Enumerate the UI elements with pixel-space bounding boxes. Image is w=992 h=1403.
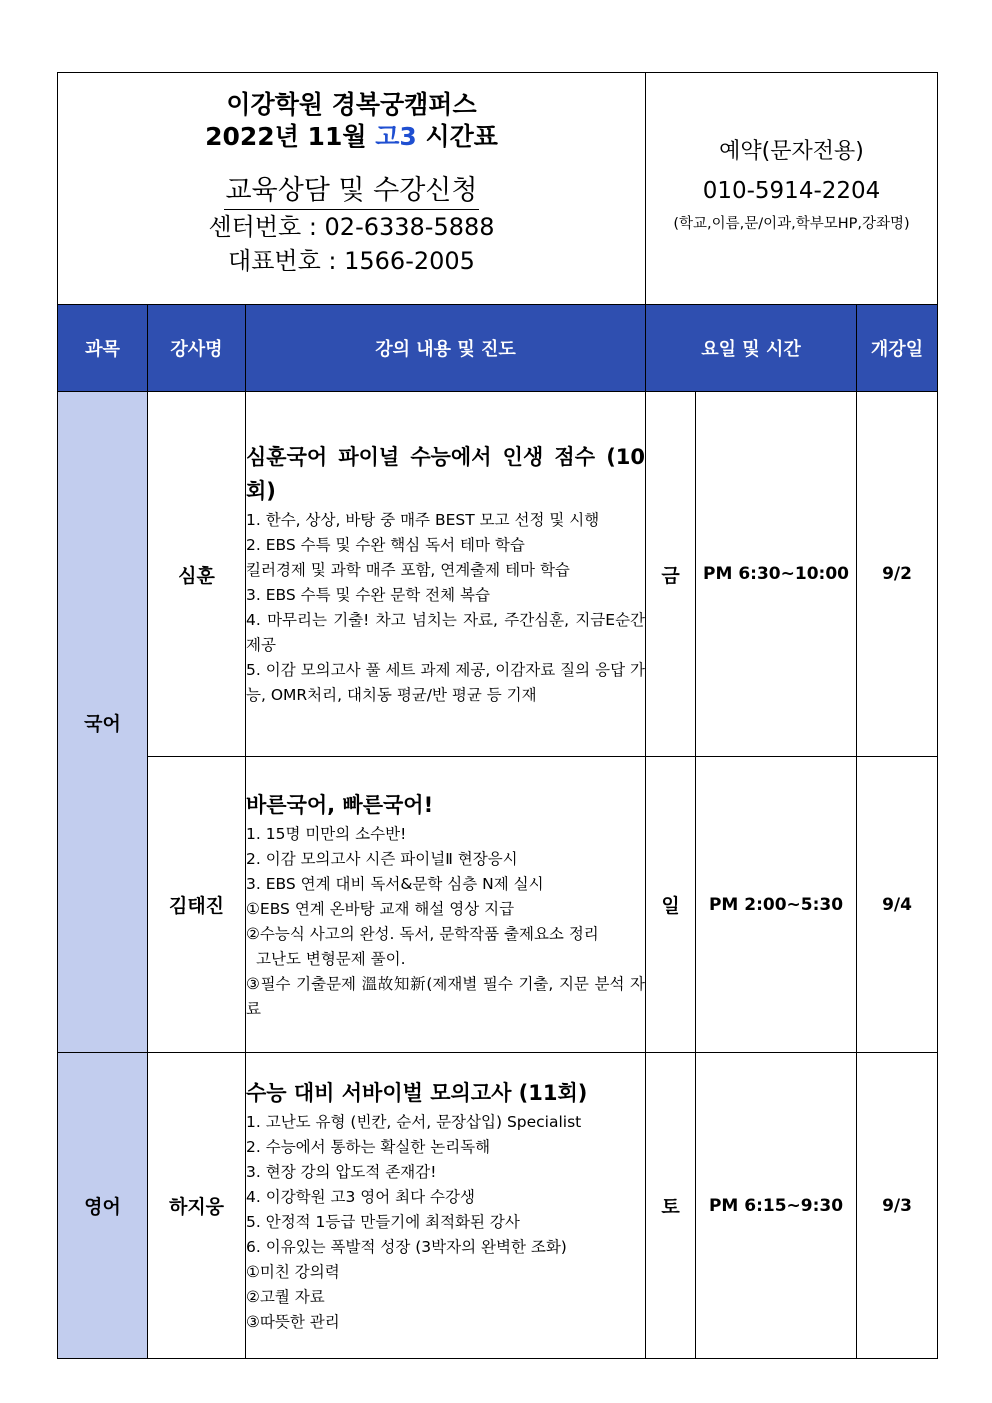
- page-title: [58, 121, 645, 153]
- col-start: 개강일: [857, 305, 938, 392]
- start-date-cell: 9/3: [857, 1053, 938, 1359]
- reserve-note: (학교,이름,문/이과,학부모HP,강좌명): [673, 215, 910, 232]
- content-line: 3. EBS 수특 및 수완 문학 전체 복습: [246, 586, 490, 604]
- course-title: 바른국어, 빠른국어!: [246, 792, 434, 817]
- teacher-cell: 김태진: [148, 757, 246, 1053]
- content-line: 고난도 변형문제 풀이.: [256, 949, 406, 968]
- title-block: [58, 73, 646, 305]
- content-line: 2. 이감 모의고사 시즌 파이널Ⅱ 현장응시: [246, 849, 518, 868]
- academy-name: 이강학원 경복궁캠퍼스: [226, 90, 477, 119]
- content-line: 5. 안정적 1등급 만들기에 최적화된 강사: [246, 1213, 520, 1231]
- content-line: 3. 현장 강의 압도적 존재감!: [246, 1163, 437, 1181]
- subject-cell: 국어: [58, 392, 148, 1053]
- start-date-cell: 9/2: [857, 392, 938, 757]
- time-cell: PM 6:30~10:00: [696, 392, 857, 757]
- content-line: 킬러경제 및 과학 매주 포함, 연계출제 테마 학습: [246, 561, 570, 579]
- content-line: 1. 15명 미만의 소수반!: [246, 824, 407, 843]
- table-row: [58, 392, 938, 757]
- time-cell: PM 6:15~9:30: [696, 1053, 857, 1359]
- teacher-cell: 심훈: [148, 392, 246, 757]
- period-label: 2022년 11월: [205, 122, 376, 151]
- table-row: [58, 757, 938, 1053]
- content-line: 3. EBS 연계 대비 독서&문학 심층 N제 실시: [246, 874, 544, 893]
- grade-label: 고3: [375, 122, 417, 151]
- main-phone: 대표번호 : 1566-2005: [228, 247, 475, 275]
- day-cell: 토: [646, 1053, 696, 1359]
- timetable: [57, 72, 938, 1359]
- content-line: ③필수 기출문제 溫故知新(제재별 필수 기출, 지문 분석 자료: [246, 974, 646, 1018]
- content-line: ①미친 강의력: [246, 1263, 340, 1281]
- col-teacher: 강사명: [148, 305, 246, 392]
- course-title: 심훈국어 파이널 수능에서 인생 점수 (10회): [246, 445, 646, 503]
- content-cell: [246, 1053, 646, 1359]
- reservation-block: [646, 73, 938, 305]
- content-line: 4. 이강학원 고3 영어 최다 수강생: [246, 1188, 475, 1206]
- content-cell: [246, 392, 646, 757]
- teacher-cell: 하지웅: [148, 1053, 246, 1359]
- time-cell: PM 2:00~5:30: [696, 757, 857, 1053]
- start-date-cell: 9/4: [857, 757, 938, 1053]
- content-line: 4. 마무리는 기출! 차고 넘치는 자료, 주간심훈, 지금E순간 제공: [246, 611, 646, 654]
- column-header-row: [58, 305, 938, 392]
- content-cell: [246, 757, 646, 1053]
- content-line: 2. 수능에서 통하는 확실한 논리독해: [246, 1138, 491, 1156]
- center-phone: 센터번호 : 02-6338-5888: [208, 213, 495, 241]
- table-row: [58, 1053, 938, 1359]
- col-subject: 과목: [58, 305, 148, 392]
- content-line: 1. 한수, 상상, 바탕 중 매주 BEST 모고 선정 및 시행: [246, 511, 600, 529]
- content-line: 1. 고난도 유형 (빈칸, 순서, 문장삽입) Specialist: [246, 1113, 582, 1131]
- col-content: 강의 내용 및 진도: [246, 305, 646, 392]
- col-schedule: 요일 및 시간: [646, 305, 857, 392]
- day-cell: 금: [646, 392, 696, 757]
- content-line: ③따뜻한 관리: [246, 1313, 340, 1331]
- course-title: 수능 대비 서바이벌 모의고사 (11회): [246, 1081, 588, 1105]
- reserve-phone: 010-5914-2204: [702, 177, 881, 204]
- consult-title: 교육상담 및 수강신청: [224, 173, 480, 210]
- subject-cell: 영어: [58, 1053, 148, 1359]
- content-line: ①EBS 연계 온바탕 교재 해설 영상 지급: [246, 899, 515, 918]
- content-line: 2. EBS 수특 및 수완 핵심 독서 테마 학습: [246, 536, 525, 554]
- title-suffix: 시간표: [416, 122, 498, 151]
- content-line: ②고퀄 자료: [246, 1288, 325, 1306]
- day-cell: 일: [646, 757, 696, 1053]
- content-line: 6. 이유있는 폭발적 성장 (3박자의 완벽한 조화): [246, 1238, 567, 1256]
- content-line: ②수능식 사고의 완성. 독서, 문학작품 출제요소 정리: [246, 924, 599, 943]
- header-row: [58, 73, 938, 305]
- content-line: 5. 이감 모의고사 풀 세트 과제 제공, 이감자료 질의 응답 가능, OMR처리, 대치동 평균/반 평균 등 기재: [246, 661, 646, 704]
- reserve-label: 예약(문자전용): [719, 138, 864, 164]
